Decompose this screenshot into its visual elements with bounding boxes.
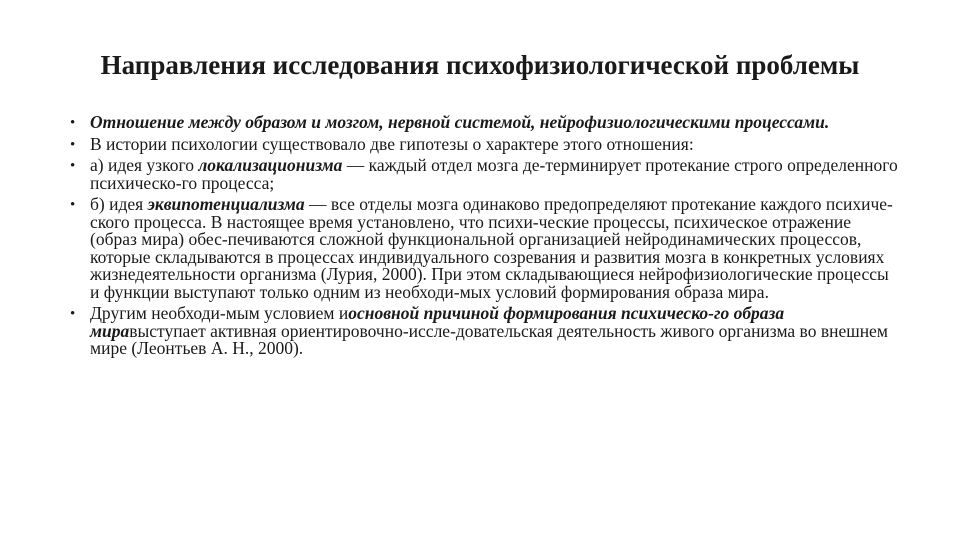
bullet-icon: • (70, 136, 76, 153)
slide-title: Направления исследования психофизиологической проблемы (100, 50, 860, 80)
bullet-text: выступает активная ориентировочно-иссле-довательская деятельность живого организма во внешнем мире (Леонтьев А. Н., 2000). (90, 320, 888, 358)
bullet-text: б) идея (90, 194, 148, 214)
bullet-icon: • (70, 115, 76, 131)
bullet-item (70, 157, 900, 192)
bullet-icon: • (70, 197, 76, 213)
bullet-text: Другим необходи-мым условием и (90, 303, 349, 323)
bullet-item (70, 133, 900, 154)
bullet-icon: • (70, 306, 76, 322)
term-equipotentialism: эквипотенциализма (147, 194, 305, 214)
bullet-text: В истории психологии существовало две гипотезы о характере этого отношения: (90, 133, 694, 154)
bullet-text: Отношение между образом и мозгом, нервной системой, нейрофизиологическими процессами. (90, 112, 830, 132)
term-localizationism: локализационизма (198, 155, 343, 175)
bullet-text: — все отделы мозга одинаково предопределяют протекание каждого психиче-ского процесса. В настоящее время установлено, что психи-ческие процессы, психическое отражение (образ мира) обес-печиваются сложной функциональной организацией нейродинамических процессов, которые складываются в процессах индивидуального созревания и развития мозга в конкретных условиях жизнедеятельности организма (Лурия, 2000). При этом складывающиеся нейрофизиологические процессы и функции выступают только одним из необходи-мых условий формирования образа мира. (90, 194, 893, 302)
term-main-cause: основной причиной формирования психическо-го образа мира (90, 303, 785, 341)
bullet-list (70, 114, 900, 362)
bullet-text: а) идея узкого (90, 155, 199, 175)
bullet-item (70, 196, 900, 301)
bullet-item (70, 305, 900, 358)
bullet-item (70, 114, 900, 132)
bullet-icon: • (70, 158, 76, 174)
bullet-text: — каждый отдел мозга де-терминирует протекание строго определенного психическо-го процесса; (90, 155, 898, 193)
